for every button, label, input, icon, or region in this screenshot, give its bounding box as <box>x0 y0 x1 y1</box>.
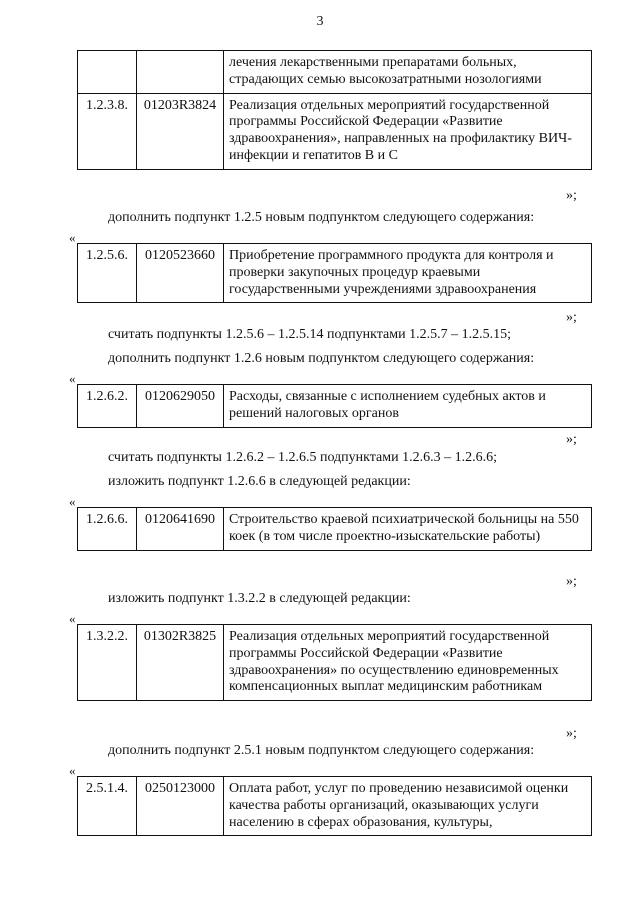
row-code-cell: 0250123000 <box>137 777 224 836</box>
instruction-text: изложить подпункт 1.2.6.6 в следующей редакции: <box>108 474 411 489</box>
table-1-2-6-2 <box>77 384 592 428</box>
table-row <box>78 625 592 701</box>
opening-quote: « <box>69 230 76 245</box>
closing-quote: »; <box>566 310 577 325</box>
row-text-cell: Строительство краевой психиатрической больницы на 550 коек (в том числе проектно-изыскательские работы) <box>224 508 592 551</box>
row-number-cell: 2.5.1.4. <box>78 777 137 836</box>
closing-quote: »; <box>566 188 577 203</box>
row-code-cell: 01302R3825 <box>137 625 224 701</box>
table-row <box>78 385 592 428</box>
closing-quote: »; <box>566 726 577 741</box>
table-row <box>78 777 592 836</box>
instruction-text: дополнить подпункт 2.5.1 новым подпунктом следующего содержания: <box>108 743 535 758</box>
table-1-3-2-2 <box>77 624 592 701</box>
table-row <box>78 51 592 94</box>
table-row <box>78 244 592 303</box>
instruction-text: считать подпункты 1.2.6.2 – 1.2.6.5 подпунктами 1.2.6.3 – 1.2.6.6; <box>108 450 498 465</box>
table-1-2-5-6 <box>77 243 592 303</box>
row-number-cell <box>78 51 137 94</box>
table-continuation <box>77 50 592 170</box>
row-code-cell: 01203R3824 <box>137 93 224 169</box>
table-1-2-6-6 <box>77 507 592 551</box>
instruction-text: дополнить подпункт 1.2.5 новым подпунктом следующего содержания: <box>108 210 535 225</box>
page-number: 3 <box>316 14 324 29</box>
row-number-cell: 1.3.2.2. <box>78 625 137 701</box>
row-code-cell: 0120629050 <box>137 385 224 428</box>
table-2-5-1-4 <box>77 776 592 836</box>
opening-quote: « <box>69 763 76 778</box>
opening-quote: « <box>69 611 76 626</box>
closing-quote: »; <box>566 432 577 447</box>
row-code-cell: 0120523660 <box>137 244 224 303</box>
instruction-text: дополнить подпункт 1.2.6 новым подпунктом следующего содержания: <box>108 351 535 366</box>
row-number-cell: 1.2.3.8. <box>78 93 137 169</box>
row-text-cell: лечения лекарственными препаратами больных, страдающих семью высокозатратными нозологиями <box>224 51 592 94</box>
row-code-cell: 0120641690 <box>137 508 224 551</box>
instruction-text: считать подпункты 1.2.5.6 – 1.2.5.14 подпунктами 1.2.5.7 – 1.2.5.15; <box>108 327 512 342</box>
opening-quote: « <box>69 371 76 386</box>
row-text-cell: Реализация отдельных мероприятий государственной программы Российской Федерации «Развитие здравоохранения», направленных на профилактику ВИЧ-инфекции и гепатитов В и С <box>224 93 592 169</box>
row-text-cell: Расходы, связанные с исполнением судебных актов и решений налоговых органов <box>224 385 592 428</box>
row-text-cell: Приобретение программного продукта для контроля и проверки закупочных процедур краевыми государственными учреждениями здравоохранения <box>224 244 592 303</box>
table-row <box>78 93 592 169</box>
opening-quote: « <box>69 494 76 509</box>
row-number-cell: 1.2.5.6. <box>78 244 137 303</box>
row-number-cell: 1.2.6.6. <box>78 508 137 551</box>
instruction-text: изложить подпункт 1.3.2.2 в следующей редакции: <box>108 591 411 606</box>
row-code-cell <box>137 51 224 94</box>
row-text-cell: Реализация отдельных мероприятий государственной программы Российской Федерации «Развитие здравоохранения» по осуществлению единовременных компенсационных выплат медицинским работникам <box>224 625 592 701</box>
row-number-cell: 1.2.6.2. <box>78 385 137 428</box>
table-row <box>78 508 592 551</box>
closing-quote: »; <box>566 574 577 589</box>
row-text-cell: Оплата работ, услуг по проведению независимой оценки качества работы организаций, оказывающих услуги населению в сферах образования, культуры, <box>224 777 592 836</box>
